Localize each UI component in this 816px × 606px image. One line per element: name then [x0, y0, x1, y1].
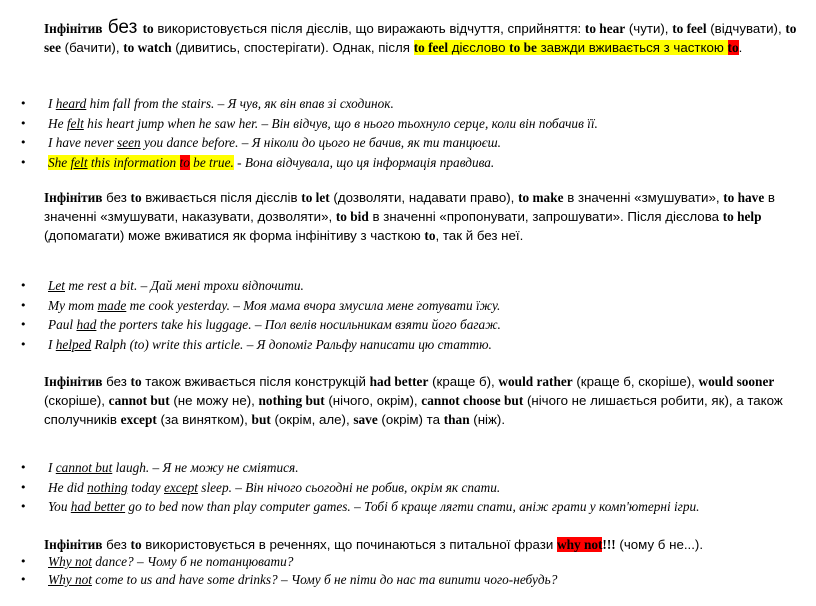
list-item: • I cannot but laugh. – Я не можу не сміятися. — [0, 458, 816, 478]
list-item: • Let me rest a bit. – Дай мені трохи відпочити. — [0, 276, 816, 296]
list-item: • My mom made me cook yesterday. – Моя мама вчора змусила мене готувати їжу. — [0, 296, 816, 316]
bullet-icon: • — [20, 480, 27, 494]
bullet-icon: • — [20, 97, 27, 110]
list-item: • Why not come to us and have some drinks? – Чому б не піти до нас та випити чого-небудь? — [20, 572, 558, 587]
bullet-icon: • — [20, 279, 27, 292]
paragraph-bare-infinitive-why-not: Інфінітив без to використовується в реченнях, що починаються з питальної фрази why not!!! (чому б не...). — [44, 537, 704, 552]
list-item: • I helped Ralph (to) write this article. – Я допоміг Ральфу написати цю статтю. — [0, 335, 816, 355]
bullet-icon: • — [20, 298, 27, 312]
bullet-icon: • — [20, 555, 27, 568]
list-item: • He felt his heart jump when he saw her. – Він відчув, що в нього тьохнуло серце, коли він побачив її. — [0, 114, 816, 134]
paragraph-bare-infinitive-let-make: Інфінітив без to вживається після дієслів to let (дозволяти, надавати право), to make в значенні «змушувати», to have в значенні «змушувати, наказувати, дозволяти», to bid в значенні «пропонувати, запрошувати». Після дієслова to help (допомагати) може вживатися як форма інфінітиву з часткою to, так й без неї. — [44, 190, 775, 243]
list-item: • He did nothing today except sleep. – Він нічого сьогодні не робив, окрім як спати. — [0, 478, 816, 498]
highlight-note: to feel дієслово to be завжди вживається з часткою — [413, 40, 728, 55]
bullet-icon: • — [20, 116, 27, 130]
examples-list-2 — [0, 276, 816, 354]
list-item: • I heard him fall from the stairs. – Я чув, як він впав зі сходинок. — [0, 94, 816, 114]
bullet-icon: • — [20, 573, 27, 586]
list-item: • Why not dance? – Чому б не потанцювати? — [20, 554, 294, 569]
bullet-icon: • — [20, 461, 27, 474]
list-item: • I have never seen you dance before. – Я ніколи до цього не бачив, як ти танцюєш. — [0, 133, 816, 153]
highlight-why-not: why not — [556, 537, 603, 552]
list-item: • She felt this information to be true. - Вона відчувала, що ця інформація правдива. — [0, 153, 816, 173]
paragraph-bare-infinitive-perception: Інфінітив без to використовується після дієслів, що виражають відчуття, сприйняття: to hear (чути), to feel (відчувати), to see (бачити), to watch (дивитись, спостерігати). Однак, після to feel дієслово to be завжди вживається з часткою to. — [44, 17, 797, 55]
examples-list-1 — [0, 94, 816, 172]
list-item: • You had better go to bed now than play computer games. – Тобі б краще лягти спати, аніж грати у комп'ютерні ігри. — [0, 497, 816, 517]
bullet-icon: • — [20, 337, 27, 351]
bullet-icon: • — [20, 136, 27, 149]
bullet-icon: • — [20, 155, 27, 169]
term-infinitive: Інфінітив — [44, 21, 103, 36]
examples-list-3 — [0, 458, 816, 517]
bullet-icon: • — [20, 500, 27, 513]
bullet-icon: • — [20, 318, 27, 331]
list-item: • Paul had the porters take his luggage. – Пол велів носильникам взяти його багаж. — [0, 315, 816, 335]
examples-list-4 — [0, 553, 816, 589]
highlight-to: to — [727, 40, 739, 55]
paragraph-bare-infinitive-constructions: Інфінітив без to також вживається після конструкцій had better (краще б), would rather (краще б, скоріше), would sooner (скоріше), cannot but (не можу не), nothing but (нічого, окрім), cannot choose but (нічого не лишається робити, як), а також сполучників except (за винятком), but (окрім, але), save (окрім) та than (ніж). — [44, 374, 783, 427]
